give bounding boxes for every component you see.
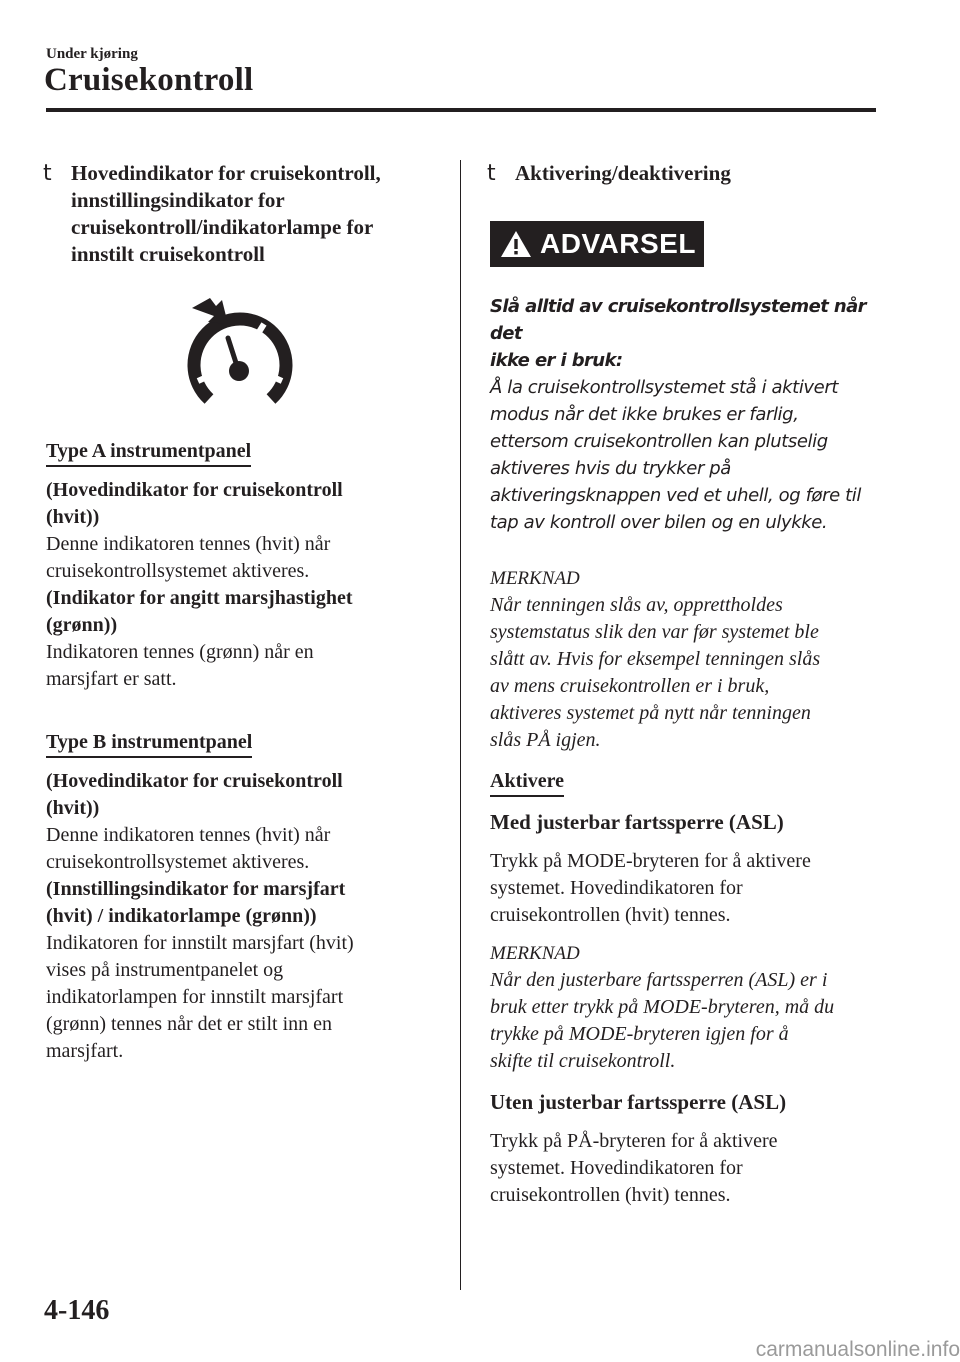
type-b-section bbox=[46, 768, 441, 1065]
type-a-text1: cruisekontrollsystemet aktiveres. bbox=[46, 560, 310, 582]
heading-line: Hovedindikator for cruisekontroll, bbox=[71, 161, 381, 185]
type-b-text2: (grønn) tennes når det er stilt inn en bbox=[46, 1013, 333, 1035]
type-a-sub2: (Indikator for angitt marsjhastighet bbox=[46, 587, 353, 609]
type-b-text1: cruisekontrollsystemet aktiveres. bbox=[46, 851, 310, 873]
type-a-sub1: (Hovedindikator for cruisekontroll bbox=[46, 479, 343, 501]
warning-badge bbox=[490, 221, 704, 267]
type-b-text2: marsjfart. bbox=[46, 1040, 124, 1062]
activate-heading: Aktivere bbox=[490, 768, 564, 797]
type-b-sub2: (Innstillingsindikator for marsjfart bbox=[46, 878, 346, 900]
type-a-text2: marsjfart er satt. bbox=[46, 668, 177, 690]
type-a-text1: Denne indikatoren tennes (hvit) når bbox=[46, 533, 331, 555]
type-b-text2: Indikatoren for innstilt marsjfart (hvit) bbox=[46, 932, 354, 954]
activation-heading bbox=[487, 160, 890, 187]
note-label: MERKNAD bbox=[490, 943, 580, 964]
note-text: systemstatus slik den var før systemet ble bbox=[490, 621, 819, 643]
watermark: carmanualsonline.info bbox=[755, 1338, 960, 1361]
page-number: 4-146 bbox=[44, 1295, 110, 1326]
type-b-sub1: (Hovedindikator for cruisekontroll bbox=[46, 770, 343, 792]
without-asl-text: cruisekontrollen (hvit) tennes. bbox=[490, 1184, 731, 1206]
note-text: aktiveres systemet på nytt når tenningen bbox=[490, 702, 811, 724]
warning-text: ettersom cruisekontrollen kan plutselig bbox=[490, 431, 828, 452]
indicator-heading bbox=[43, 160, 441, 268]
left-column bbox=[43, 160, 441, 1065]
type-b-text2: indikatorlampen for innstilt marsjfart bbox=[46, 986, 344, 1008]
warning-title: Slå alltid av cruisekontrollsystemet når det bbox=[490, 296, 866, 344]
note-text: skifte til cruisekontroll. bbox=[490, 1050, 676, 1072]
type-b-sub1: (hvit)) bbox=[46, 797, 100, 819]
type-a-section bbox=[46, 477, 441, 693]
note-text: slått av. Hvis for eksempel tenningen slås bbox=[490, 648, 821, 670]
with-asl-title: Med justerbar fartssperre (ASL) bbox=[490, 810, 784, 834]
type-a-sub1: (hvit)) bbox=[46, 506, 100, 528]
without-asl-section bbox=[490, 1089, 890, 1209]
note-text: trykke på MODE-bryteren igjen for å bbox=[490, 1023, 789, 1045]
column-divider bbox=[460, 160, 461, 1290]
type-b-text2: vises på instrumentpanelet og bbox=[46, 959, 284, 981]
warning-body bbox=[490, 293, 890, 536]
warning-text: Å la cruisekontrollsystemet stå i aktivert bbox=[490, 377, 838, 398]
heading-line: Aktivering/deaktivering bbox=[515, 161, 731, 185]
heading-line: innstillingsindikator for bbox=[71, 188, 285, 212]
bullet-icon: t bbox=[487, 161, 496, 186]
warning-label: ADVARSEL bbox=[540, 228, 696, 259]
heading-line: cruisekontroll/indikatorlampe for bbox=[71, 215, 374, 239]
warning-text: modus når det ikke brukes er farlig, bbox=[490, 404, 799, 425]
section-label: Under kjøring bbox=[46, 46, 138, 62]
warning-text: aktiveringsknappen ved et uhell, og føre til bbox=[490, 485, 861, 506]
type-b-heading: Type B instrumentpanel bbox=[46, 729, 252, 758]
note-label: MERKNAD bbox=[490, 568, 580, 589]
warning-triangle-icon bbox=[500, 230, 532, 258]
page-title: Cruisekontroll bbox=[44, 62, 254, 98]
warning-text: tap av kontroll over bilen og en ulykke. bbox=[490, 512, 828, 533]
note-text: av mens cruisekontrollen er i bruk, bbox=[490, 675, 770, 697]
without-asl-text: systemet. Hovedindikatoren for bbox=[490, 1157, 743, 1179]
note-2 bbox=[490, 941, 890, 1075]
without-asl-title: Uten justerbar fartssperre (ASL) bbox=[490, 1090, 787, 1114]
note-text: Når tenningen slås av, opprettholdes bbox=[490, 594, 783, 616]
header-divider bbox=[46, 108, 876, 112]
type-a-heading: Type A instrumentpanel bbox=[46, 438, 251, 467]
type-a-sub2: (grønn)) bbox=[46, 614, 118, 636]
type-b-sub2: (hvit) / indikatorlampe (grønn)) bbox=[46, 905, 317, 927]
bullet-icon: t bbox=[43, 161, 52, 186]
right-column bbox=[487, 160, 890, 1209]
type-a-text2: Indikatoren tennes (grønn) når en bbox=[46, 641, 314, 663]
with-asl-section bbox=[490, 809, 890, 929]
warning-title: ikke er i bruk: bbox=[490, 350, 623, 371]
warning-text: aktiveres hvis du trykker på bbox=[490, 458, 731, 479]
note-text: Når den justerbare fartssperren (ASL) er i bbox=[490, 969, 828, 991]
heading-line: innstilt cruisekontroll bbox=[71, 242, 265, 266]
note-text: bruk etter trykk på MODE-bryteren, må du bbox=[490, 996, 835, 1018]
without-asl-text: Trykk på PÅ-bryteren for å aktivere bbox=[490, 1130, 778, 1152]
type-b-text1: Denne indikatoren tennes (hvit) når bbox=[46, 824, 331, 846]
note-text: slås PÅ igjen. bbox=[490, 729, 601, 751]
with-asl-text: cruisekontrollen (hvit) tennes. bbox=[490, 904, 731, 926]
with-asl-text: Trykk på MODE-bryteren for å aktivere bbox=[490, 850, 811, 872]
with-asl-text: systemet. Hovedindikatoren for bbox=[490, 877, 743, 899]
cruise-control-speedometer-icon bbox=[184, 294, 296, 418]
note-1 bbox=[490, 566, 890, 754]
